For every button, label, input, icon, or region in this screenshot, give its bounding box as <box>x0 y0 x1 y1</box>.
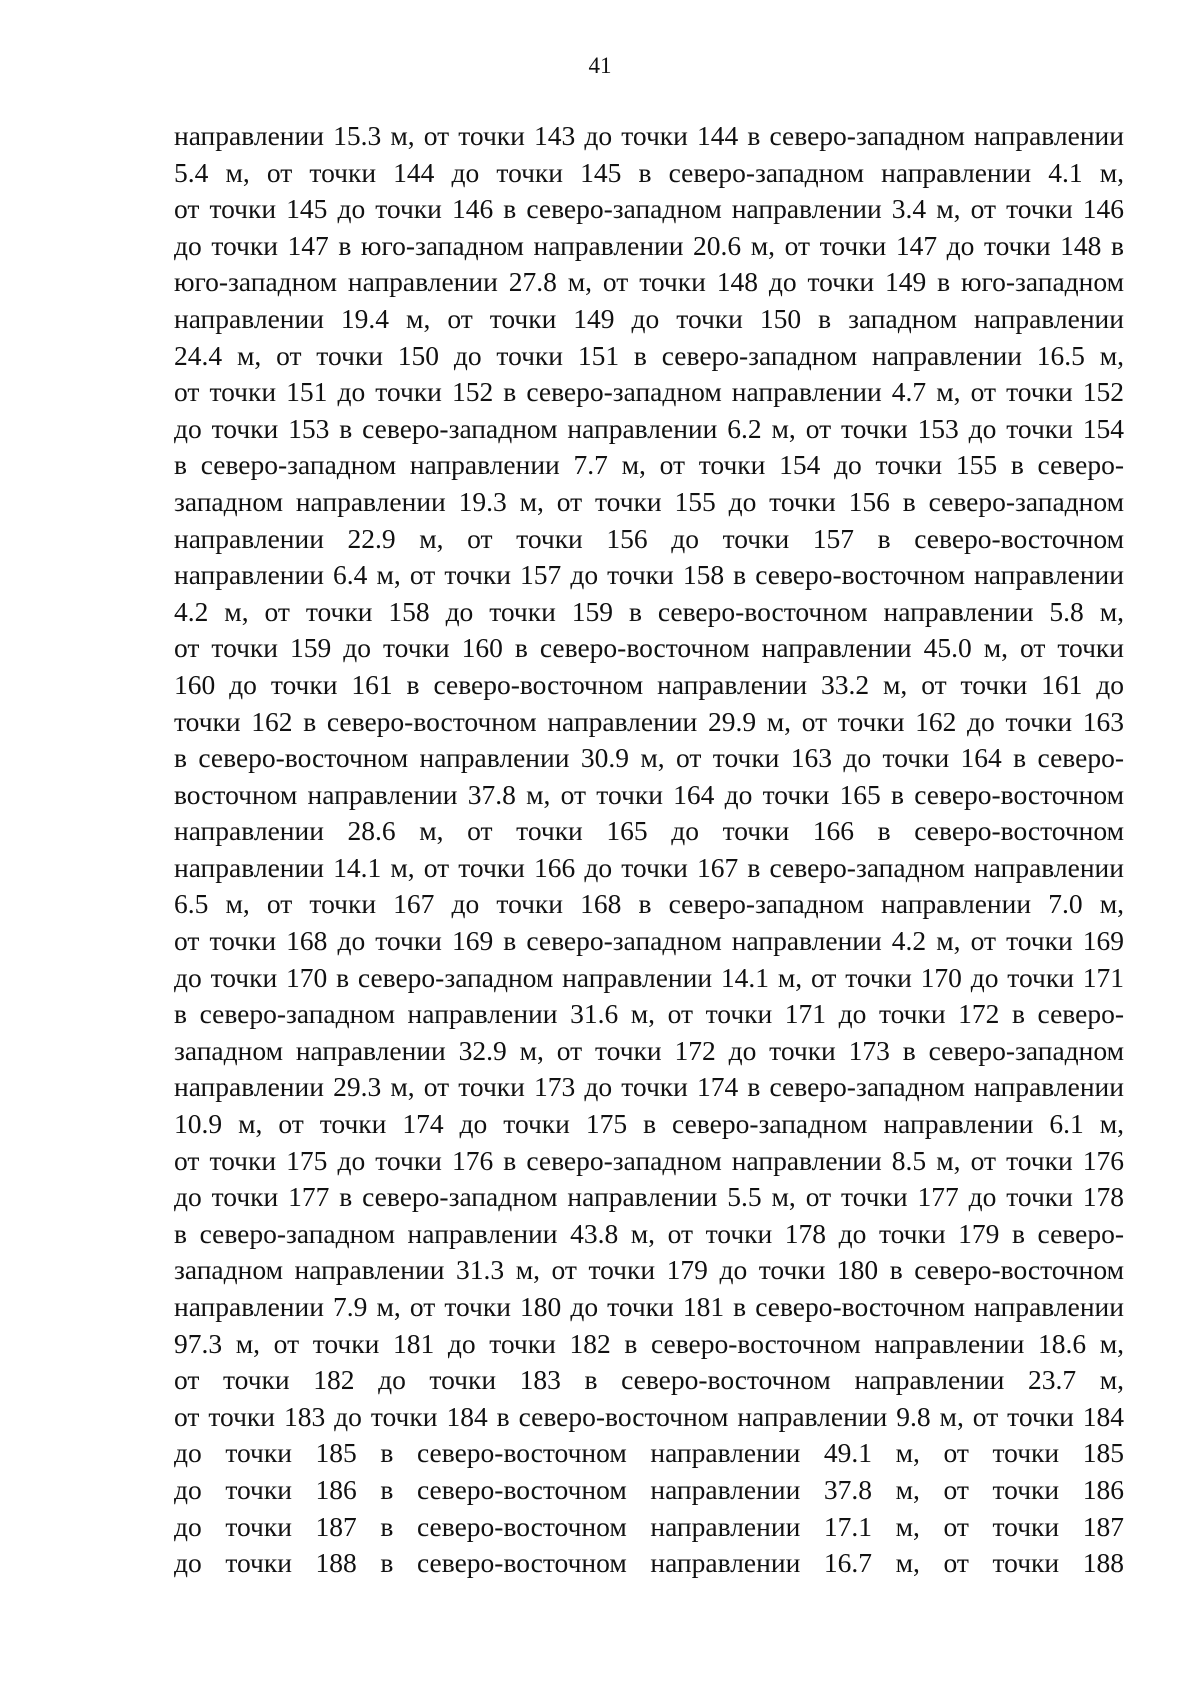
text-line: западном направлении 19.3 м, от точки 155 до точки 156 в северо-западном <box>174 485 1124 517</box>
text-line: 5.4 м, от точки 144 до точки 145 в северо-западном направлении 4.1 м, <box>174 156 1124 188</box>
text-line: направлении 29.3 м, от точки 173 до точки 174 в северо-западном направлении <box>174 1071 1124 1103</box>
text-line: до точки 186 в северо-восточном направлении 37.8 м, от точки 186 <box>174 1473 1124 1505</box>
page-number: 41 <box>588 53 612 78</box>
text-line: направлении 19.4 м, от точки 149 до точки 150 в западном направлении <box>174 302 1124 334</box>
text-line: в северо-западном направлении 31.6 м, от точки 171 до точки 172 в северо- <box>174 998 1124 1030</box>
text-line: до точки 177 в северо-западном направлении 5.5 м, от точки 177 до точки 178 <box>174 1181 1124 1213</box>
text-line: от точки 182 до точки 183 в северо-восточном направлении 23.7 м, <box>174 1364 1124 1396</box>
text-line: до точки 153 в северо-западном направлении 6.2 м, от точки 153 до точки 154 <box>174 412 1124 444</box>
text-line: от точки 145 до точки 146 в северо-западном направлении 3.4 м, от точки 146 <box>174 193 1124 225</box>
text-line: до точки 170 в северо-западном направлении 14.1 м, от точки 170 до точки 171 <box>174 961 1124 993</box>
text-line: до точки 188 в северо-восточном направлении 16.7 м, от точки 188 <box>174 1547 1124 1579</box>
text-line: точки 162 в северо-восточном направлении 29.9 м, от точки 162 до точки 163 <box>174 705 1124 737</box>
text-line: западном направлении 32.9 м, от точки 172 до точки 173 в северо-западном <box>174 1034 1124 1066</box>
text-line: направлении 15.3 м, от точки 143 до точки 144 в северо-западном направлении <box>174 120 1124 151</box>
text-line: 10.9 м, от точки 174 до точки 175 в северо-западном направлении 6.1 м, <box>174 1108 1124 1140</box>
text-line: от точки 183 до точки 184 в северо-восточном направлении 9.8 м, от точки 184 <box>174 1400 1124 1432</box>
text-line: юго-западном направлении 27.8 м, от точки 148 до точки 149 в юго-западном <box>174 266 1124 298</box>
text-line: 4.2 м, от точки 158 до точки 159 в северо-восточном направлении 5.8 м, <box>174 595 1124 627</box>
text-line: до точки 187 в северо-восточном направлении 17.1 м, от точки 187 <box>174 1510 1124 1542</box>
text-line: в северо-восточном направлении 30.9 м, от точки 163 до точки 164 в северо- <box>174 742 1124 774</box>
body-text <box>174 118 1124 1582</box>
text-line: в северо-западном направлении 43.8 м, от точки 178 до точки 179 в северо- <box>174 1217 1124 1249</box>
text-line: от точки 175 до точки 176 в северо-западном направлении 8.5 м, от точки 176 <box>174 1144 1124 1176</box>
text-line: 24.4 м, от точки 150 до точки 151 в северо-западном направлении 16.5 м, <box>174 339 1124 371</box>
text-line: направлении 22.9 м, от точки 156 до точки 157 в северо-восточном <box>174 522 1124 554</box>
text-line: от точки 168 до точки 169 в северо-западном направлении 4.2 м, от точки 169 <box>174 925 1124 957</box>
text-line: западном направлении 31.3 м, от точки 179 до точки 180 в северо-восточном <box>174 1254 1124 1286</box>
text-line: от точки 151 до точки 152 в северо-западном направлении 4.7 м, от точки 152 <box>174 376 1124 408</box>
text-line: от точки 159 до точки 160 в северо-восточном направлении 45.0 м, от точки <box>174 632 1124 664</box>
text-line: направлении 6.4 м, от точки 157 до точки 158 в северо-восточном направлении <box>174 559 1124 591</box>
text-line: направлении 14.1 м, от точки 166 до точки 167 в северо-западном направлении <box>174 851 1124 883</box>
text-line: в северо-западном направлении 7.7 м, от точки 154 до точки 155 в северо- <box>174 449 1124 481</box>
text-line: 160 до точки 161 в северо-восточном направлении 33.2 м, от точки 161 до <box>174 668 1124 700</box>
text-line: до точки 147 в юго-западном направлении 20.6 м, от точки 147 до точки 148 в <box>174 229 1124 261</box>
text-line: 97.3 м, от точки 181 до точки 182 в северо-восточном направлении 18.6 м, <box>174 1327 1124 1359</box>
text-line: до точки 185 в северо-восточном направлении 49.1 м, от точки 185 <box>174 1437 1124 1469</box>
text-line: 6.5 м, от точки 167 до точки 168 в северо-западном направлении 7.0 м, <box>174 888 1124 920</box>
text-line: восточном направлении 37.8 м, от точки 164 до точки 165 в северо-восточном <box>174 778 1124 810</box>
text-line: направлении 7.9 м, от точки 180 до точки 181 в северо-восточном направлении <box>174 1291 1124 1322</box>
text-line: направлении 28.6 м, от точки 165 до точки 166 в северо-восточном <box>174 815 1124 847</box>
